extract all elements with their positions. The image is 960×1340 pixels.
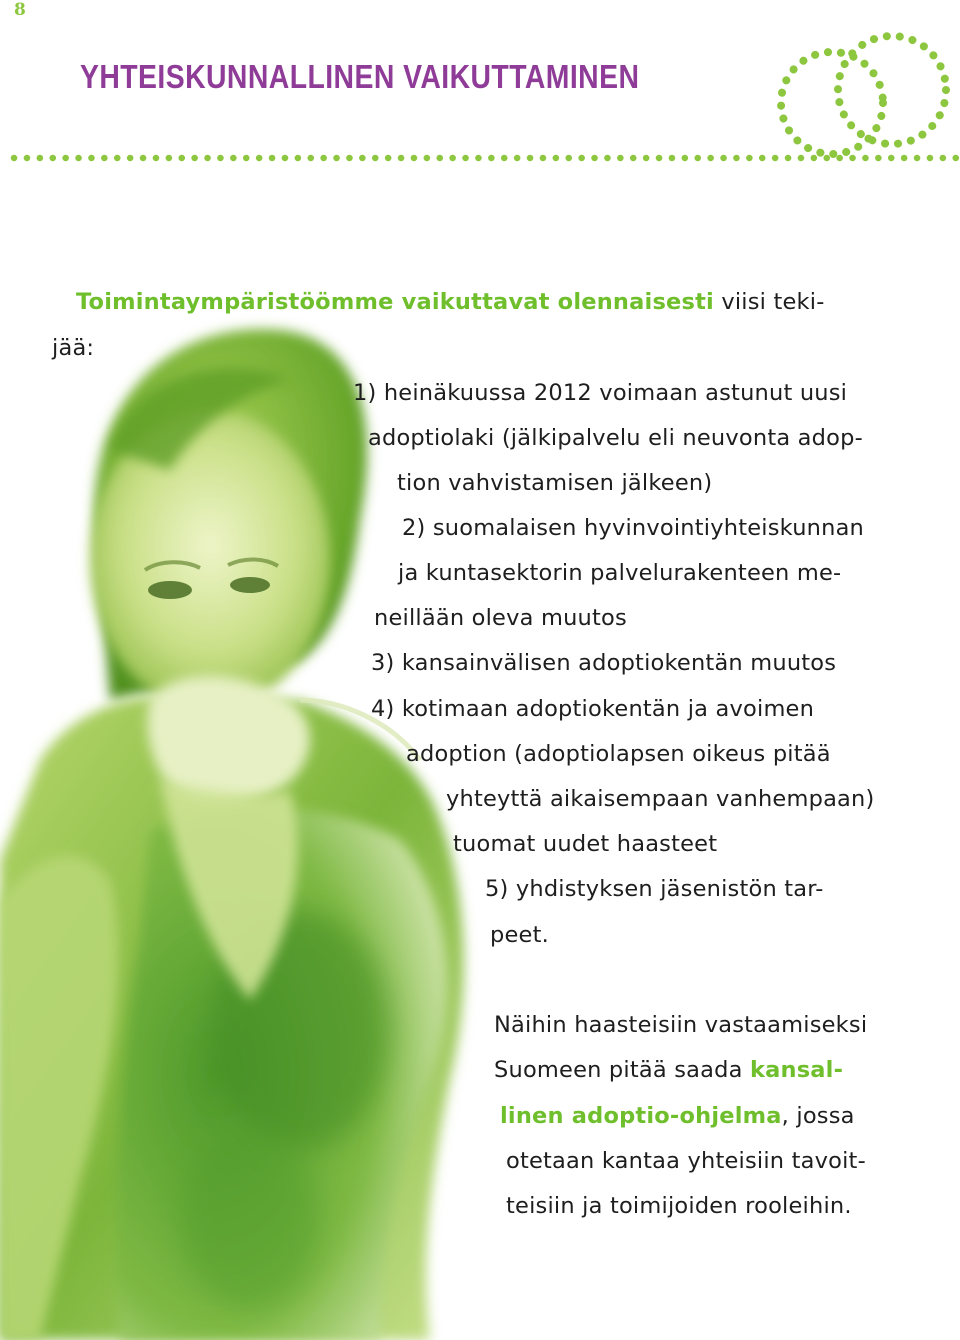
list-line: 5) yhdistyksen jäsenistön tar- xyxy=(485,876,824,902)
intro-line-1 xyxy=(76,287,825,317)
list-line: peet. xyxy=(490,922,549,948)
intro-highlight: Toimintaympäristöömme vaikuttavat olennaisesti xyxy=(76,289,714,315)
list-line: 4) kotimaan adoptiokentän ja avoimen xyxy=(371,696,815,722)
intro-line-2: jää: xyxy=(52,335,95,361)
closing-highlight-2: linen adoptio-ohjelma xyxy=(500,1103,782,1129)
intro-rest: viisi teki- xyxy=(713,289,825,315)
list-line: 1) heinäkuussa 2012 voimaan astunut uusi xyxy=(353,380,848,406)
closing-line-4: otetaan kantaa yhteisiin tavoit- xyxy=(506,1148,866,1174)
closing-line-2 xyxy=(494,1055,843,1085)
list-line: yhteyttä aikaisempaan vanhempaan) xyxy=(446,786,875,812)
closing-line-2-text: Suomeen pitää saada xyxy=(494,1057,750,1083)
closing-line-3 xyxy=(500,1101,855,1131)
list-line: 2) suomalaisen hyvinvointiyhteiskunnan xyxy=(402,515,865,541)
closing-line-5: teisiin ja toimijoiden rooleihin. xyxy=(506,1193,852,1219)
closing-highlight-1: kansal- xyxy=(749,1057,844,1083)
list-line: 3) kansainvälisen adoptiokentän muutos xyxy=(371,650,837,676)
list-line: tion vahvistamisen jälkeen) xyxy=(397,470,713,496)
list-line: neillään oleva muutos xyxy=(374,605,627,631)
list-line: ja kuntasektorin palvelurakenteen me- xyxy=(398,560,842,586)
closing-line-1: Näihin haasteisiin vastaamiseksi xyxy=(494,1012,868,1038)
list-line: adoptiolaki (jälkipalvelu eli neuvonta adop- xyxy=(368,425,863,451)
page-title: YHTEISKUNNALLINEN VAIKUTTAMINEN xyxy=(80,58,640,95)
page-number: 8 xyxy=(14,0,26,20)
list-line: tuomat uudet haasteet xyxy=(453,831,718,857)
list-line: adoption (adoptiolapsen oikeus pitää xyxy=(406,741,831,767)
closing-line-3-text: , jossa xyxy=(781,1103,855,1129)
